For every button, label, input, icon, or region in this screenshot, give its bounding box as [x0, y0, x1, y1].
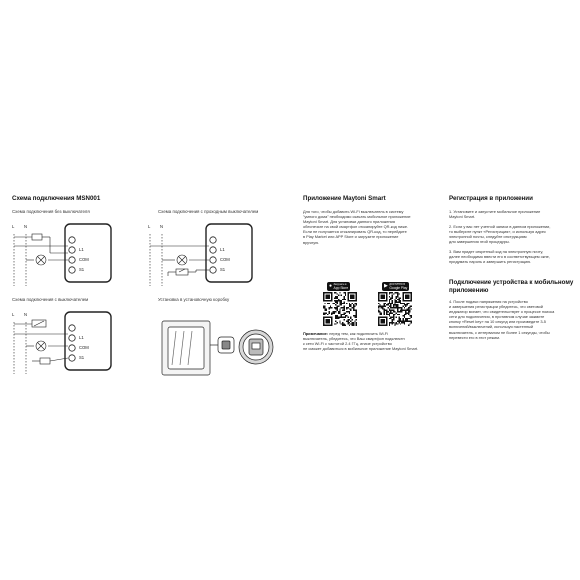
label-COM: COM: [220, 257, 230, 262]
note-line: перед тем, как подключить Wi-Fi: [329, 331, 389, 336]
connect-title: Подключение устройства к мобильному приложению: [449, 279, 574, 294]
label-S1: S1: [220, 267, 226, 272]
app-intro-line: "умного дома" необходимо скачать мобильное приложение: [303, 214, 411, 220]
appstore-badge-large: App Store: [333, 285, 349, 290]
label-COM: COM: [79, 345, 89, 350]
wiring-diagram-pass-switch: [146, 220, 270, 288]
app-title: Приложение Maytoni Smart: [303, 195, 386, 202]
note-line: выключатель, убедитесь, что Ваш смартфон подключен: [303, 336, 405, 342]
apple-icon: ●: [329, 282, 333, 289]
appstore-badge-small: Загрузите в: [333, 283, 347, 286]
label-L: L: [148, 224, 151, 229]
registration-step-3: 3. Вам придет секретный код на электронную почту, далее необходимо ввести его в соответствующем окне, придумать пароль и завершить регистрацию.: [449, 248, 550, 264]
wiring-diagram-with-switch: [10, 308, 130, 376]
registration-title: Регистрация в приложении: [449, 195, 533, 202]
label-N: N: [24, 224, 28, 229]
schemes-title: Схема подключения MSN001: [12, 195, 101, 202]
note-line: не сможет добавиться в мобильное приложение Maytoni Smart.: [303, 346, 419, 352]
app-intro-line: вручную.: [303, 239, 320, 245]
diagram1-caption: Схема подключения без выключателя: [12, 209, 90, 214]
google-play-icon: ▶: [384, 282, 388, 289]
app-intro-line: обеспечьте на свой смартфон отсканируйте QR-код ниже.: [303, 224, 409, 230]
googleplay-badge-large: Google Play: [389, 285, 408, 290]
label-L1: L1: [79, 247, 84, 252]
app-intro-line: Для того, чтобы добавить Wi-Fi выключатель в систему: [303, 209, 404, 214]
label-S1: S1: [79, 355, 85, 360]
label-L1: L1: [79, 335, 84, 340]
wiring-diagram-no-switch: [10, 220, 130, 288]
appstore-qr-code[interactable]: [323, 292, 357, 326]
label-N: N: [24, 312, 28, 317]
connect-step-4: 4. После подачи напряжения на устройство и завершения регистрации убедитесь, что световой индикатор мигает, что свидетельствует о процессе поиска сети для подключения, в противном случае зажмите кнопку «Reset key» на 10 секунд или произведите 3-5 включений/выключений, используя настенный выключатель, с интервалом не более 1 секунды, чтобы перевести его в этот режим.: [449, 299, 555, 340]
app-note: [303, 331, 453, 351]
appstore-badge[interactable]: [327, 282, 350, 291]
label-COM: COM: [79, 257, 89, 262]
app-intro-line: Maytoni Smart. Для установки данного приложения: [303, 219, 395, 225]
label-L: L: [12, 312, 15, 317]
label-L: L: [12, 224, 15, 229]
note-label: Примечание:: [303, 331, 329, 336]
note-line: к сети Wi-Fi с частотой 2.4 ГГц, иначе устройство: [303, 341, 392, 347]
app-intro: [303, 209, 443, 245]
googleplay-badge-small: ДОСТУПНО В: [389, 283, 406, 286]
googleplay-qr-code[interactable]: [378, 292, 412, 326]
registration-step-2: 2. Если у вас нет учетной записи в данном приложении, то выберите пункт «Регистрация», и используя адрес электронной почты, следуйте инструкциям для завершения этой процедуры.: [449, 223, 551, 244]
registration-steps: [449, 209, 577, 268]
registration-step-1: 1. Установите и запустите мобильное приложение Maytoni Smart.: [449, 209, 541, 220]
diagram4-caption: Установка в установочную коробку: [158, 297, 230, 302]
label-S1: S1: [79, 267, 85, 272]
diagram3-caption: Схема подключения с выключателем: [12, 297, 89, 302]
label-N: N: [160, 224, 164, 229]
app-intro-line: в Play Market или APP Store и загрузите приложение: [303, 234, 399, 240]
diagram2-caption: Схема подключения с проходным выключателем: [158, 209, 259, 214]
googleplay-badge[interactable]: [382, 282, 409, 291]
app-intro-line: Если не получается отсканировать QR-код, то перейдите: [303, 229, 407, 235]
install-box-illustration: [160, 315, 278, 379]
label-L1: L1: [220, 247, 225, 252]
